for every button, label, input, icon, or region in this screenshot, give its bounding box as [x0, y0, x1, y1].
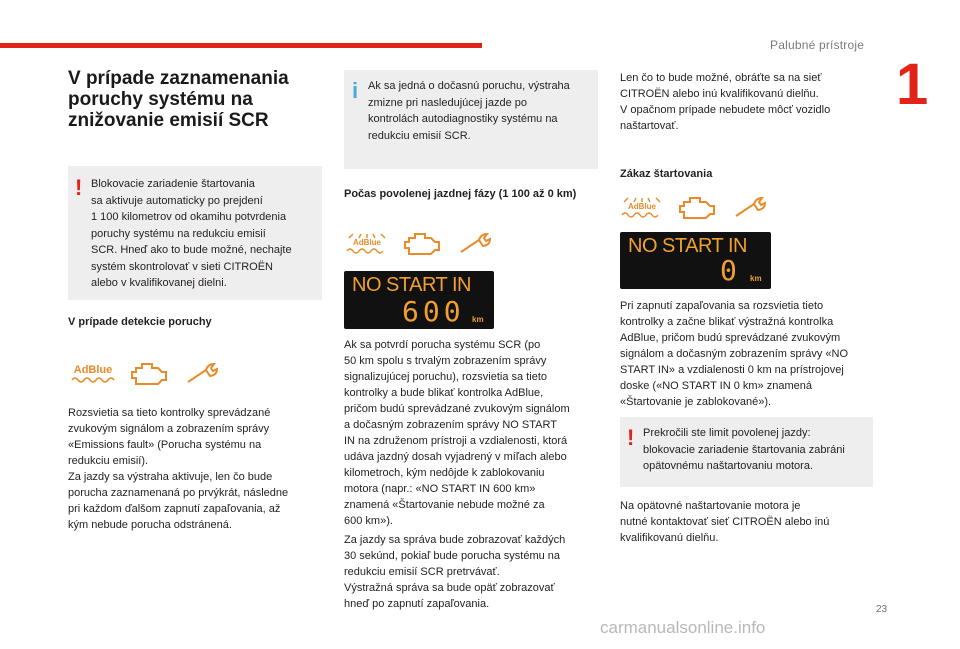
top-accent-bar: [0, 43, 482, 48]
info-i-icon: i: [352, 78, 359, 103]
display-label: NO START IN: [628, 235, 747, 257]
section-label: Palubné prístroje: [770, 38, 865, 52]
detect-fault-heading: V prípade detekcie poruchy: [68, 316, 212, 328]
warning-lamps-row-1: [70, 360, 222, 388]
adblue-warning-icon: AdBlue: [620, 197, 664, 219]
warning-lamps-row-2: [345, 230, 495, 258]
page-title: V prípade zaznamenania poruchy systému na znižovanie emisií SCR: [68, 68, 289, 131]
warning-lamps-row-3: [620, 194, 770, 222]
display-value: 0: [720, 254, 741, 287]
wrench-icon: [184, 362, 222, 386]
instrument-display-600km: [344, 271, 494, 329]
page-number: 23: [876, 604, 888, 615]
repeat-message-text: Za jazdy sa správa bude zobrazovať každých 30 sekúnd, pokiaľ bude porucha systému na redukciu emisií SCR pretrvávať. Výstražná správa sa bude opäť zobrazovať hneď po zapnutí zapaľovania.: [344, 534, 566, 610]
start-ban-heading: Zákaz štartovania: [620, 168, 713, 180]
engine-check-icon: [678, 194, 718, 222]
restart-contact-text: Na opätovné naštartovanie motora je nutné kontaktovať sieť CITROËN alebo inú kvalifikovanú dielňu.: [620, 500, 830, 544]
contact-network-text: Len čo to bude možné, obráťte sa na sieť CITROËN alebo inú kvalifikovanú dielňu. V opačnom prípade nebudete môcť vozidlo naštartovať.: [620, 72, 831, 132]
ignition-on-text: Pri zapnutí zapaľovania sa rozsvietia tieto kontrolky a začne blikať výstražná kontrolka AdBlue, pričom budú sprevádzané zvukovým signálom a dočasným zobrazením správy «NO START IN» a vzdialenosti 0 km na prístrojovej doske («NO START IN 0 km» znamená «Štartovanie je zablokované»).: [620, 300, 849, 408]
info-box-temporary-fault-text: Ak sa jedná o dočasnú poruchu, výstraha zmizne pri nasledujúcej jazde po kontrolách autodiagnostiky systému na redukciu emisií SCR.: [368, 80, 570, 142]
confirmed-fault-text: Ak sa potvrdí porucha systému SCR (po 50 km spolu s trvalým zobrazením správy signalizujúcej poruchu), rozsvietia sa tieto kontrolky a bude blikať kontrolka AdBlue, pričom budú sprevádzané zvukovým signálom a dočasným zobrazením správy NO START IN na združenom prístroji a vzdialenosti, ktorá udáva jazdný dosah vyjadrený v míľach alebo kilometroch, kým nedôjde k zablokovaniu motora (napr.: «NO START IN 600 km» znamená «Štartovanie nebude možné za 600 km»).: [344, 339, 570, 527]
engine-check-icon: [130, 360, 170, 388]
adblue-warning-icon: AdBlue: [345, 233, 389, 255]
engine-check-icon: [403, 230, 443, 258]
instrument-display-0km: [620, 232, 771, 289]
detect-fault-text: Rozsvietia sa tieto kontrolky sprevádzané zvukovým signálom a zobrazením správy «Emissions fault» (Porucha systému na redukciu emisií). Za jazdy sa výstraha aktivuje, len čo bude porucha zaznamenaná po prvýkrát, následne pri každom ďalšom zapnutí zapaľovania, až kým nebude porucha odstránená.: [68, 407, 289, 531]
adblue-warning-icon: AdBlue: [70, 365, 116, 384]
display-value: 600: [402, 295, 465, 328]
warning-exclamation-icon: !: [627, 425, 635, 450]
chapter-number: 1: [896, 52, 929, 117]
warning-box-limit-exceeded-text: Prekročili ste limit povolenej jazdy: blokovacie zariadenie štartovania zabráni opätovnému naštartovaniu motora.: [643, 427, 845, 472]
watermark: carmanualsonline.info: [600, 618, 766, 637]
display-label: NO START IN: [352, 274, 471, 296]
warning-exclamation-icon: !: [75, 175, 83, 200]
wrench-icon: [732, 196, 770, 220]
warning-box-start-block-text: Blokovacie zariadenie štartovania sa aktivuje automaticky po prejdení 1 100 kilometrov od okamihu potvrdenia poruchy systému na redukciu emisií SCR. Hneď ako to bude možné, nechajte systém skontrolovať v sieti CITROËN alebo v kvalifikovanej dielni.: [91, 178, 292, 289]
wrench-icon: [457, 232, 495, 256]
display-unit: km: [750, 274, 762, 283]
allowed-driving-phase-heading: Počas povolenej jazdnej fázy (1 100 až 0 km): [344, 188, 577, 200]
display-unit: km: [472, 315, 484, 324]
